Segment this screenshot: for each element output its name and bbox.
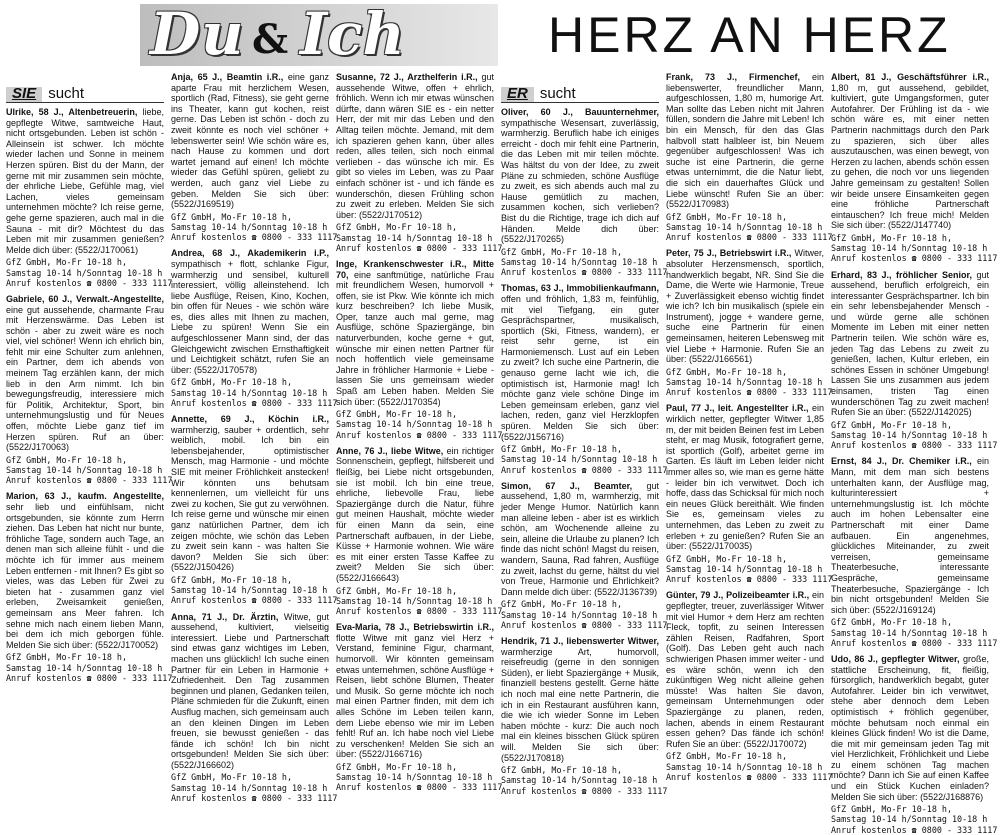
- ad-code: (5522/J169124): [872, 604, 936, 615]
- contact-line2: Samstag 10-14 h/Sonntag 10-18 h: [501, 454, 658, 465]
- ad-body: warmherzige Art, humorvoll, reisefreudig (gerne in den sonnigen Süden), er liebt Spaziergänge + Musik, finanziell bestens gestellt. Gerne hätte ich noch mal eine nette Partnerin, die ich in ein Restaurant ausführen kann, die wie ich wieder Sonne im Leben haben möchte - kurz: Die auch noch mal ein kleines bisschen Glück spüren will. Melden Sie sich über:: [501, 646, 659, 752]
- contact-line2: Samstag 10-14 h/Sonntag 10-18 h: [336, 595, 493, 606]
- contact-block: [6, 652, 173, 683]
- contact-line1: GfZ GmbH, Mo-Fr 10-18 h,: [6, 454, 128, 465]
- ad-code: (5522/J170052): [95, 639, 159, 650]
- ad-code: (5522/J170063): [6, 442, 70, 453]
- contact-line3: Anruf kostenlos ☎ 0800 - 333 1117: [171, 232, 338, 243]
- contact-line3: Anruf kostenlos ☎ 0800 - 333 1117: [666, 232, 833, 243]
- ad-body: sympathische Wesensart, zuverlässig, warmherzig. Beruflich habe ich einiges erreicht - doch mir fehlt eine Partnerin, die das Leben mit mir teilen möchte. Was hältst du von der Idee, zu zweit Pläne zu schmieden, schöne Ausflüge zu zweit, es sich abends auch mal zu Hause gemütlich zu machen, zusammen kochen, sich verlieben? Bist du die Richtige, trage ich dich auf Händen. Melde dich über:: [501, 117, 659, 234]
- contact-line3: Anruf kostenlos ☎ 0800 - 333 1117: [666, 574, 833, 585]
- title-du: Du: [150, 0, 245, 68]
- contact-line1: GfZ GmbH, Mo-Fr 10-18 h,: [831, 232, 953, 243]
- ad-headline: Anna, 71 J., Dr. Ärztin,: [171, 611, 279, 622]
- ad-body: Witwer, absoluter Herzensmensch, sportlich, handwerklich begabt, NR. Sind Sie die Dame, die Werte wie Harmonie, Treue + Zuverlässigkeit ebenso wichtig findet wie ich? Ich bin musikalisch (spiele ein Instrument), jogge + wandere gerne, suche eine Partnerin für einen gemeinsamen, heiteren Lebensweg mit viel Liebe + Harmonie. Rufen Sie an über:: [666, 248, 824, 365]
- ad-code: (5522/J170354): [377, 396, 441, 407]
- ad-code: (5522/J170512): [359, 209, 423, 220]
- section-sucht-label: sucht: [48, 85, 85, 103]
- contact-block: [501, 765, 668, 796]
- ad-code: (5522/J166561): [689, 354, 753, 365]
- ad-body: ein richtiger Sonnenschein, gepflegt, hilfsbereit und fleißig, bei Liebe nicht ortsgebunden, sie ist mobil. Ich bin eine treue, ehrliche, liebevolle Frau, liebe Spaziergänge durch die Natur, führe gut meinen Haushalt, möchte wieder für einen Mann da sein, eine Partnerschaft aufbauen, in der Liebe, Küsse + Harmonie wohnen. Wie wäre es mit einer ersten Tasse Kaffee zu zweit? Melden Sie sich über:: [336, 445, 494, 573]
- ad-text: [171, 612, 329, 771]
- contact-line1: GfZ GmbH, Mo-Fr 10-18 h,: [831, 617, 953, 628]
- section-header-er: [501, 78, 659, 103]
- title-ich: Ich: [300, 0, 405, 68]
- title-herz-an-herz: HERZ AN HERZ: [548, 7, 951, 63]
- contact-line3: Anruf kostenlos ☎ 0800 - 333 1117: [831, 824, 998, 835]
- column-2: [171, 72, 338, 803]
- ad-headline: Peter, 75 J., Betriebswirt i.R.,: [666, 248, 792, 259]
- contact-line2: Samstag 10-14 h/Sonntag 10-18 h: [336, 772, 493, 783]
- contact-line2: Samstag 10-14 h/Sonntag 10-18 h: [6, 465, 163, 476]
- contact-line3: Anruf kostenlos ☎ 0800 - 333 1117: [501, 785, 668, 796]
- contact-block: [831, 232, 998, 264]
- contact-line3: Anruf kostenlos ☎ 0800 - 333 1117: [831, 440, 998, 451]
- contact-block: [336, 222, 503, 253]
- contact-line3: Anruf kostenlos ☎ 0800 - 333 1117: [501, 619, 668, 630]
- contact-line1: GfZ GmbH, Mo-Fr 10-18 h,: [666, 751, 788, 762]
- ad-text: [171, 414, 329, 573]
- ad-code: (5522/J150426): [171, 562, 235, 573]
- contact-line2: Samstag 10-14 h/Sonntag 10-18 h: [336, 419, 493, 430]
- ad-headline: Inge, Krankenschwester i.R., Mitte 70,: [336, 258, 494, 280]
- contact-line2: Samstag 10-14 h/Sonntag 10-18 h: [6, 267, 163, 278]
- ad-code: (5522/J168876): [920, 791, 984, 802]
- ad-headline: Ulrike, 58 J., Altenbetreuerin,: [6, 107, 138, 117]
- section-sucht-label: sucht: [539, 85, 576, 103]
- ad-text: [831, 456, 989, 615]
- contact-line3: Anruf kostenlos ☎ 0800 - 333 1117: [6, 277, 173, 288]
- contact-line2: Samstag 10-14 h/Sonntag 10-18 h: [666, 563, 823, 574]
- ad-text: [831, 270, 989, 418]
- ad-text: [666, 590, 824, 749]
- ad-text: [336, 622, 494, 760]
- contact-block: [831, 617, 998, 648]
- contact-line2: Samstag 10-14 h/Sonntag 10-18 h: [831, 627, 988, 638]
- contact-block: [666, 553, 833, 585]
- ad-body: Witwe, gut aussehend, kultiviert, vielseitig interessiert. Liebe und Partnerschaft sind etwas ganz wichtiges im Leben, machen uns glücklich! Ich suche einen Partner für ein Leben in Harmonie + Zufriedenheit. Den Tag zusammen beginnen und planen, Gedanken teilen, Pläne schmieden für die Zukunft, einen Ausflug machen, sich gemeinsam auch an den kleinen Dingen im Leben freuen, sie bewusst genießen - das fände ich schön! Ich bin nicht ortsgebunden! Melden Sie sich über:: [171, 611, 329, 760]
- column-3: [336, 72, 503, 793]
- contact-line1: GfZ GmbH, Mo-Fr 10-18 h,: [831, 804, 953, 815]
- contact-block: [831, 419, 998, 451]
- ad-text: [831, 654, 989, 802]
- contact-line1: GfZ GmbH, Mo-Fr 10-18 h,: [666, 366, 788, 377]
- contact-line2: Samstag 10-14 h/Sonntag 10-18 h: [501, 609, 658, 620]
- contact-line1: GfZ GmbH, Mo-Fr 10-18 h,: [336, 222, 458, 233]
- contact-line3: Anruf kostenlos ☎ 0800 - 333 1117: [336, 605, 503, 616]
- contact-line2: Samstag 10-14 h/Sonntag 10-18 h: [831, 814, 988, 825]
- contact-block: [666, 211, 833, 243]
- contact-line3: Anruf kostenlos ☎ 0800 - 333 1117: [666, 771, 833, 782]
- contact-line3: Anruf kostenlos ☎ 0800 - 333 1117: [666, 387, 833, 398]
- contact-line1: GfZ GmbH, Mo-Fr 10-18 h,: [171, 772, 293, 783]
- ad-body: gut aussehende Witwe, offen + ehrlich, fröhlich. Wenn ich mir etwas wünschen dürfte, dann wären SIE es - ein netter Herr, der mit mir das Leben und den Alltag teilen möchte. Jemand, mit dem ich spazieren gehen kann, über alles reden, alles teilen, sich noch einmal verlieben - das wünsche ich mir. Es gibt so vieles im Leben, was zu Paar einfach schöner ist - und ich fände es wunderschön, diesen Frühling schon zu zweit zu erleben. Melden Sie sich über:: [336, 72, 494, 220]
- ad-headline: Ernst, 84 J., Dr. Chemiker i.R.,: [831, 456, 972, 467]
- contact-line2: Samstag 10-14 h/Sonntag 10-18 h: [171, 221, 328, 232]
- contact-line1: GfZ GmbH, Mo-Fr 10-18 h,: [501, 246, 623, 257]
- contact-line1: GfZ GmbH, Mo-Fr 10-18 h,: [501, 444, 623, 455]
- contact-line3: Anruf kostenlos ☎ 0800 - 333 1117: [501, 464, 668, 475]
- ad-body: sehr lieb und einfühlsam, nicht ortsgebunden, sie könnte zum Herrn ziehen. Das Leben hat nicht nur bunte, fröhliche Tage, sondern auch Tage, an denen man sich alleine fühlt - und die möchte ich für immer aus meinem Leben entfernen - mit Ihnen? Es gibt so vieles, was das Leben für Zwei zu bieten hat - zusammen ganz viel erleben, Zweisamkeit genießen, gemeinsam ans Meer fahren. Ich sehne mich nach einem lieben Mann, bei dem ich mich geborgen fühle. Melden Sie sich über:: [6, 502, 164, 650]
- ad-headline: Paul, 77 J., leit. Angestellter i.R.,: [666, 403, 809, 414]
- ad-headline: Gabriele, 60 J., Verwalt.-Angestellte,: [6, 293, 164, 304]
- ad-headline: Frank, 73 J., Firmenchef,: [666, 72, 800, 82]
- ad-code: (5522/J166716): [359, 749, 423, 760]
- ad-headline: Udo, 86 J., gepflegter Witwer,: [831, 653, 960, 664]
- contact-line1: GfZ GmbH, Mo-Fr 10-18 h,: [501, 765, 623, 776]
- contact-block: [666, 366, 833, 398]
- contact-line1: GfZ GmbH, Mo-Fr 10-18 h,: [171, 211, 293, 222]
- ad-headline: Eva-Maria, 78 J., Betriebswirtin i.R.,: [336, 622, 494, 633]
- ad-code: (5522/J170578): [194, 364, 258, 375]
- ad-body: ein gepflegter, treuer, zuverlässiger Witwer mit viel Humor + dem Herz am rechten Fleck, topfit, zu seinen Interessen zählen Reisen, Radfahren, Sport (Golf). Das Leben geht auch nach schwierigen Phasen immer weiter - und es wäre schön, wenn ich den zukünftigen Weg nicht alleine gehen müsste! Was halten Sie davon, gemeinsam Unternehmungen oder Spaziergänge zu planen, reden, lachen, abends in einem Restaurant essen gehen? Das fände ich schön! Rufen Sie an über:: [666, 590, 824, 749]
- contact-line3: Anruf kostenlos ☎ 0800 - 333 1117: [336, 429, 503, 440]
- contact-line2: Samstag 10-14 h/Sonntag 10-18 h: [171, 782, 328, 793]
- ad-headline: Susanne, 72 J., Arzthelferin i.R.,: [336, 72, 478, 82]
- ad-headline: Simon, 67 J., Beamter,: [501, 480, 633, 491]
- ad-text: [666, 403, 824, 551]
- ad-headline: Oliver, 60 J., Bauunternehmer,: [501, 107, 659, 117]
- ad-text: [6, 107, 164, 255]
- contact-line2: Samstag 10-14 h/Sonntag 10-18 h: [666, 377, 823, 388]
- ad-body: offen und fröhlich, 1,83 m, feinfühlig, mit viel Tiefgang, ein guter Gesprächspartner, musikalisch, sportlich (Ski, Fitness, wandern), er reist sehr gerne, ist ein Harmoniemensch. Lust auf ein Leben zu zweit? Ich suche eine Partnerin, die genauso gerne lacht wie ich, die optimistisch ist, Harmonie mag! Ich möchte ganz viele schöne Dinge im Leben gemeinsam erleben, ganz viel lachen, reden, ganz viel Herzklopfen spüren. Melden Sie sich über:: [501, 293, 659, 432]
- ad-body: 1,80 m, gut aussehend, gebildet, kultiviert, gute Umgangsformen, guter Autofahrer. Der Frühling ist da - wie schön wäre es, mit einer netten Partnerin nachmittags durch den Park zu spazieren, sich über alles auszutauschen, was einen bewegt, von Herzen zu lachen, abends schön essen zu gehen, die noch vor uns liegenden Jahre gemeinsam zu gestalten! Sollen wir beide unsere Einsamkeiten gegen eine fröhliche Partnerschaft eintauschen? Ich freue mich! Melden Sie sich über:: [831, 82, 989, 231]
- ad-body: große, stattliche Erscheinung, fit, fleißig, fürsorglich, handwerklich begabt, guter Autofahrer. Leider bin ich verwitwet, stehe aber dennoch dem Leben optimistisch + fröhlich gegenüber, möchte behutsam noch einmal ein kleines Glück finden! Wo ist die Dame, die mit mir gemeinsam jeden Tag mit viel Herzlichkeit, Fröhlichkeit und Liebe zu einem schönen Tag machen möchte? Dann ich Sie auf einen Kaffee und ein Stück Kuchen einladen? Melden Sie sich über:: [831, 653, 989, 802]
- ad-body: ein wirklich netter, gepflegter Witwer 1,85 m, der mit beiden Beinen fest im Leben steht, er mag Musik, fotografiert gerne, ist sportlich (Golf), arbeitet gerne im Garten. Es läuft im Leben leider nicht immer alles so, wie man es gerne hätte - leider bin ich verwitwet. Doch ich hoffe, dass das Schicksal für mich noch ein neues Glück bereithält. Wie finden Sie es, gemeinsam vieles zu unternehmen, das Leben zu zweit zu erleben + zu genießen? Rufen Sie an über:: [666, 403, 824, 552]
- contact-block: [501, 246, 668, 278]
- ad-body: flotte Witwe mit ganz viel Herz + Verstand, feminine Figur, charmant, humorvoll. Wir könnten gemeinsam etwas unternehmen, schöne Ausflüge + Reisen, liebt schöne Blumen, Theater und Musik. So gerne möchte ich noch mal einen Partner finden, mit dem ich alles Schöne im Leben teilen kann, dem Liebe ebenso wie mir im Leben fehlt! Ruf an. Ich habe noch viel Liebe zu verschenken! Melden Sie sich an über:: [336, 632, 494, 760]
- ad-code: Melde dich über: (5522/J170061): [6, 244, 139, 255]
- ad-text: [501, 283, 659, 442]
- contact-block: [171, 574, 338, 606]
- ad-text: [6, 294, 164, 453]
- contact-block: [171, 211, 338, 243]
- ad-body: gut aussehend, 1,80 m, warmherzig, mit jeder Menge Humor. Natürlich kann man alleine leben - aber ist es wirklich schön, am Wochenende alleine zu sein, alleine die Urlaube zu planen? Ich finde das nicht schön! Magst du reisen, wandern, Sauna, Rad fahren, Ausflüge zu zweit, lachst du gerne, hältst du viel von Treue, Harmonie und Ehrlichkeit? Dann melde dich über:: [501, 480, 659, 597]
- ad-headline: Günter, 79 J., Polizeibeamter i.R.,: [666, 590, 810, 601]
- contact-line2: Samstag 10-14 h/Sonntag 10-18 h: [831, 430, 988, 441]
- ad-body: eine ganz aparte Frau mit herzlichem Wesen, sportlich (Rad, Fitness), sie geht gerne ins Theater, kann gut kochen, reist gerne. Das Leben ist schön - doch zu zweit könnte es noch viel schöner + lebenswerter sein! Wie schön wäre es, nach Hause zu kommen und dort wartet jemand auf einen! Ich möchte wieder das Gefühl spüren, geliebt zu werden, auch ganz viel Liebe zu geben. Melden Sie sich über:: [171, 72, 329, 199]
- section-tag-er: ER: [501, 87, 534, 102]
- title-ampersand: &: [252, 16, 289, 63]
- contact-line2: Samstag 10-14 h/Sonntag 10-18 h: [831, 243, 988, 254]
- contact-block: [6, 454, 173, 486]
- contact-block: [171, 377, 338, 408]
- ad-code: (5522/J170072): [743, 738, 807, 749]
- contact-line2: Samstag 10-14 h/Sonntag 10-18 h: [501, 256, 658, 267]
- contact-line2: Samstag 10-14 h/Sonntag 10-18 h: [171, 387, 328, 398]
- contact-line2: Samstag 10-14 h/Sonntag 10-18 h: [501, 775, 658, 786]
- contact-block: [831, 804, 998, 835]
- section-header-sie: [6, 78, 164, 103]
- section-tag-sie: SIE: [6, 87, 42, 102]
- contact-line1: GfZ GmbH, Mo-Fr 10-18 h,: [6, 652, 128, 663]
- ad-code: (5522/J169519): [171, 199, 235, 210]
- contact-line3: Anruf kostenlos ☎ 0800 - 333 1117: [171, 595, 338, 606]
- ad-text: [501, 107, 659, 245]
- ad-code: (5522/J170265): [501, 234, 565, 245]
- contact-line1: GfZ GmbH, Mo-Fr 10-18 h,: [336, 761, 458, 772]
- ad-headline: Marion, 63 J., kaufm. Angestellte,: [6, 491, 164, 502]
- contact-line3: Anruf kostenlos ☎ 0800 - 333 1117: [336, 242, 503, 253]
- contact-line2: Samstag 10-14 h/Sonntag 10-18 h: [666, 221, 823, 232]
- contact-line3: Anruf kostenlos ☎ 0800 - 333 1117: [831, 253, 998, 264]
- ad-text: [666, 248, 824, 365]
- contact-line1: GfZ GmbH, Mo-Fr 10-18 h,: [6, 257, 128, 268]
- contact-block: [501, 444, 668, 475]
- ad-headline: Annette, 69 J., Köchin i.R.,: [171, 414, 329, 425]
- ad-text: [666, 72, 824, 210]
- contact-line2: Samstag 10-14 h/Sonntag 10-18 h: [6, 662, 163, 673]
- contact-line1: GfZ GmbH, Mo-Fr 10-18 h,: [171, 377, 293, 388]
- ad-body: warmherzig, sauber + ordentlich, sehr weiblich, mobil. Ich bin ein lebensbejahender, optimistischer Mensch, mag Harmonie - und möchte SIE mit meiner Fröhlichkeit anstecken! Wir könnten uns behutsam kennenlernen, um vielleicht für uns zwei zu kochen, Sie gut zu verwöhnen. Ich reise gerne und wünsche mir einen ganz natürlichen Partner, dem ich zeigen möchte, wie schön das Leben zu zweit sein kann - was halten Sie davon? Melden Sie sich über:: [171, 424, 329, 562]
- contact-line1: GfZ GmbH, Mo-Fr 10-18 h,: [336, 409, 458, 420]
- ad-text: [171, 72, 329, 210]
- ad-headline: Erhard, 83 J., fröhlicher Senior,: [831, 269, 972, 280]
- contact-line1: GfZ GmbH, Mo-Fr 10-18 h,: [501, 599, 623, 610]
- ad-text: [336, 446, 494, 584]
- ad-headline: Anne, 76 J., liebe Witwe,: [336, 445, 444, 456]
- contact-line2: Samstag 10-14 h/Sonntag 10-18 h: [666, 761, 823, 772]
- column-6: [831, 72, 998, 835]
- contact-block: [336, 409, 503, 440]
- contact-line1: GfZ GmbH, Mo-Fr 10-18 h,: [171, 574, 293, 585]
- contact-line3: Anruf kostenlos ☎ 0800 - 333 1117: [501, 267, 668, 278]
- ad-text: [336, 259, 494, 407]
- ad-code: (5522/J166643): [336, 572, 400, 583]
- contact-line3: Anruf kostenlos ☎ 0800 - 333 1117: [171, 397, 338, 408]
- column-5: [666, 72, 833, 782]
- ad-headline: Thomas, 63 J., Immobilienkaufmann,: [501, 283, 659, 294]
- ad-code: (5522/J170818): [501, 752, 565, 763]
- contact-line3: Anruf kostenlos ☎ 0800 - 333 1117: [6, 475, 173, 486]
- ad-code: (5522/J147740): [888, 220, 952, 231]
- ad-body: liebe, gepflegte Witwe, samtweiche Haut, nicht ortsgebunden. Leben ist schön - Alleinsein ist schwer. Ich möchte wieder lachen und Sonne in meinem Herzen spüren. Bist du der Mann, der gerne mit mir zusammen sein möchte, der ehrliche Liebe, Gefühle mag, viel Lachen, vieles gemeinsam unternehmen möchte? Ich reise gerne, gehe gerne spazieren, auch mal in die Sauna - mit dir? Möchtest du das Leben mit mir zusammen genießen?: [6, 107, 164, 245]
- ad-text: [6, 491, 164, 650]
- ad-code: (5522/J166602): [171, 759, 235, 770]
- ad-code: (5522/J170983): [666, 199, 730, 210]
- masthead: [0, 0, 1000, 72]
- ad-text: [501, 636, 659, 763]
- ad-headline: Andrea, 68 J., Akademikerin i.P.,: [171, 248, 329, 259]
- ad-text: [336, 72, 494, 220]
- ad-body: sympathisch + flott, schlanke Figur, warmherzig und sensibel, kulturell interessiert, völlig alleinstehend. Ich liebe Ausflüge, Reisen, Kino, Kochen, bin offen für Neues - wie schön wäre es, dies alles mit Ihnen zu machen, Liebe zu spüren! Wenn Sie ein aufgeschlossener Mann sind, der das Gleichgewicht zwischen Ernsthaftigkeit und Leichtigkeit schätzt, rufen Sie an über:: [171, 258, 329, 375]
- ad-body: ein Mann, mit dem man sich bestens unterhalten kann, der Ausflüge mag, kulturinteressiert + unternehmungslustig ist. Ich möchte auch im hohen Lebensalter eine Partnerschaft mit einer Dame aufbauen. Ein angenehmes, glückliches Miteinander, zu zweit verreisen, gemeinsame Theaterbesuche, interessante Gespräche, gemeinsame Theaterbesuche, Spaziergänge - Ich bin nicht ortsgebunden! Melden Sie sich über:: [831, 456, 989, 615]
- ad-body: eine gut aussehende, charmante Frau mit Herzenswärme. Das Leben ist schön - aber zu zweit wäre es noch viel, viel schöner! Wenn ich ehrlich bin, fehlt mir eine Schulter zum anlehnen, ein Partner, dem ich abends von meinem Tag erzählen kann, der mich lieb in den Arm nimmt. Ich bin bewegungsfreudig, interessiere mich für Politik, Architektur, Sport, bin unternehmungslustig und für Neues offen, möchte Liebe ganz tief im Herzen spüren. Ruf an über:: [6, 304, 164, 442]
- contact-line1: GfZ GmbH, Mo-Fr 10-18 h,: [336, 585, 458, 596]
- contact-block: [666, 751, 833, 782]
- ad-headline: Albert, 81 J., Geschäftsführer i.R.,: [831, 72, 989, 82]
- ad-headline: Anja, 65 J., Beamtin i.R.,: [171, 72, 284, 82]
- contact-block: [501, 599, 668, 630]
- ad-body: gut aussehend, beruflich erfolgreich, ein interessanter Gesprächspartner. Ich bin ein sehr lebensbejahender Mensch - und würde gerne alle schönen Momente im Leben mit einer netten Partnerin teilen. Wie schön wäre es, jeden Tag das Lebens zu zweit zu genießen, lachen, Kultur erleben, ein schönes Essen in schöner Umgebung! Lassen Sie uns zusammen aus jedem einsamen, tristen Tag einen wunderschönen Tag zu zweit machen! Rufen Sie an über:: [831, 269, 989, 418]
- ad-text: [831, 72, 989, 231]
- contact-line3: Anruf kostenlos ☎ 0800 - 333 1117: [6, 672, 173, 683]
- contact-line1: GfZ GmbH, Mo-Fr 10-18 h,: [666, 553, 788, 564]
- ad-body: eine sanftmütige, natürliche Frau mit freundlichem Wesen, humorvoll + offen, sie ist Pkw. Wie könnte ich mich kurz beschreiben? Ich liebe Musik, Oper, tanze auch mal gerne, mag Ausflüge, schöne Spaziergänge, bin naturverbunden, koche gerne + gut, wünsche mir einen netten Partner für noch hoffentlich viele gemeinsame Jahre in fröhlicher Harmonie + Liebe - lassen Sie uns gemeinsam wieder Spaß am Leben haben. Melden Sie sich über:: [336, 269, 494, 407]
- ad-code: (5522/J170035): [689, 541, 753, 552]
- ad-code: (5522/J136739): [594, 586, 658, 597]
- contact-block: [171, 772, 338, 803]
- ad-text: [171, 248, 329, 375]
- column-1: [6, 72, 173, 683]
- ad-headline: Hendrik, 71 J., liebenswerter Witwer,: [501, 635, 659, 646]
- contact-block: [336, 585, 503, 617]
- contact-block: [6, 257, 173, 288]
- contact-line1: GfZ GmbH, Mo-Fr 10-18 h,: [831, 419, 953, 430]
- contact-line3: Anruf kostenlos ☎ 0800 - 333 1117: [171, 792, 338, 803]
- column-4: [501, 72, 668, 796]
- contact-line3: Anruf kostenlos ☎ 0800 - 333 1117: [831, 637, 998, 648]
- contact-block: [336, 761, 503, 793]
- contact-line2: Samstag 10-14 h/Sonntag 10-18 h: [171, 585, 328, 596]
- contact-line3: Anruf kostenlos ☎ 0800 - 333 1117: [336, 782, 503, 793]
- contact-line1: GfZ GmbH, Mo-Fr 10-18 h,: [666, 211, 788, 222]
- contact-line2: Samstag 10-14 h/Sonntag 10-18 h: [336, 232, 493, 243]
- ad-code: (5522/J142025): [908, 407, 972, 418]
- ad-text: [501, 481, 659, 598]
- ad-code: (5522/J156716): [501, 431, 565, 442]
- ad-body: ein liebenswerter, freundlicher Mann, aufgeschlossen, 1,80 m, humorige Art. Man sollte das Leben nicht mit Jahren füllen, sondern die Jahre mit Leben! Ich bin ein Mensch, für den das Glas halbvoll statt halbleer ist, bin Neuem gegenüber aufgeschlossen! Was ich suche ist eine Partnerin, die gerne etwas unternimmt, die die Natur liebt, die sich ein dauerhaftes Glück und Liebe wünscht! Rufen Sie an über:: [666, 72, 824, 199]
